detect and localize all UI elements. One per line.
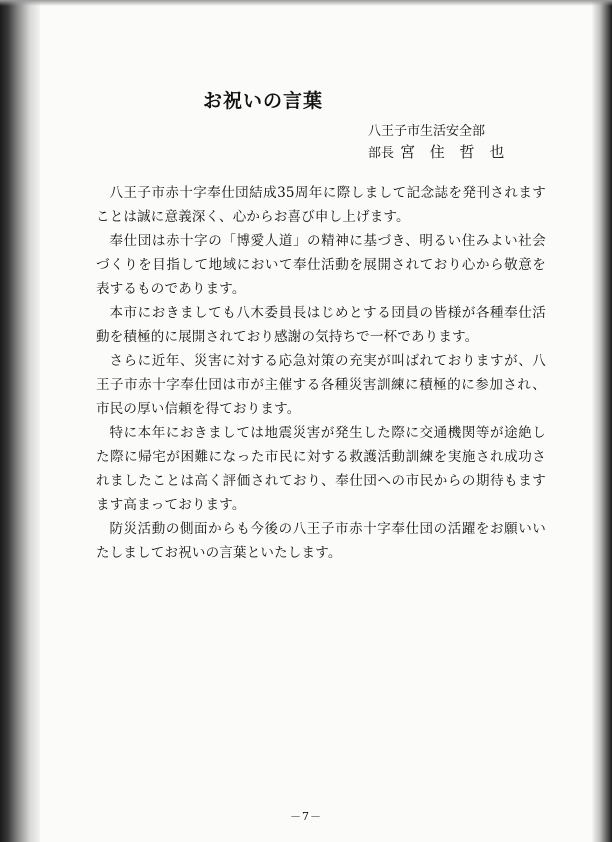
document-title: お祝いの言葉 [203, 90, 324, 112]
paragraph: 特に本年におきましては地震災害が発生した際に交通機関等が途絶した際に帰宅が困難になった市民に対する救護活動訓練を実施され成功されましたことは高く評価されており、奉仕団への市民からの期待もますます高まっております。 [96, 425, 546, 513]
page-number: －7－ [290, 810, 322, 823]
author-department: 八王子市生活安全部 [368, 124, 486, 139]
author-role: 部長 [368, 146, 395, 161]
paragraph: 奉仕団は赤十字の「博愛人道」の精神に基づき、明るい住みよい社会づくりを目指して地域において奉仕活動を展開されており心から敬意を表するものであります。 [96, 233, 546, 297]
author-block [368, 122, 568, 164]
message-body [96, 181, 546, 565]
binding-shadow [0, 0, 40, 842]
author-name: 宮 住 哲 也 [400, 143, 510, 161]
author-name-row [368, 142, 568, 164]
paragraph: 防災活動の側面からも今後の八王子市赤十字奉仕団の活躍をお願いいたしましてお祝いの言葉といたします。 [96, 521, 546, 561]
page-edge-shadow [592, 0, 612, 842]
paragraph: さらに近年、災害に対する応急対策の充実が叫ばれておりますが、八王子市赤十字奉仕団は市が主催する各種災害訓練に積極的に参加され、市民の厚い信頼を得ております。 [96, 353, 546, 417]
paragraph: 本市におきましても八木委員長はじめとする団員の皆様が各種奉仕活動を積極的に展開されており感謝の気持ちで一杯であります。 [96, 305, 546, 345]
paragraph: 八王子市赤十字奉仕団結成35周年に際しまして記念誌を発刊されますことは誠に意義深く、心からお喜び申し上げます。 [96, 185, 546, 225]
document-page [40, 0, 592, 842]
